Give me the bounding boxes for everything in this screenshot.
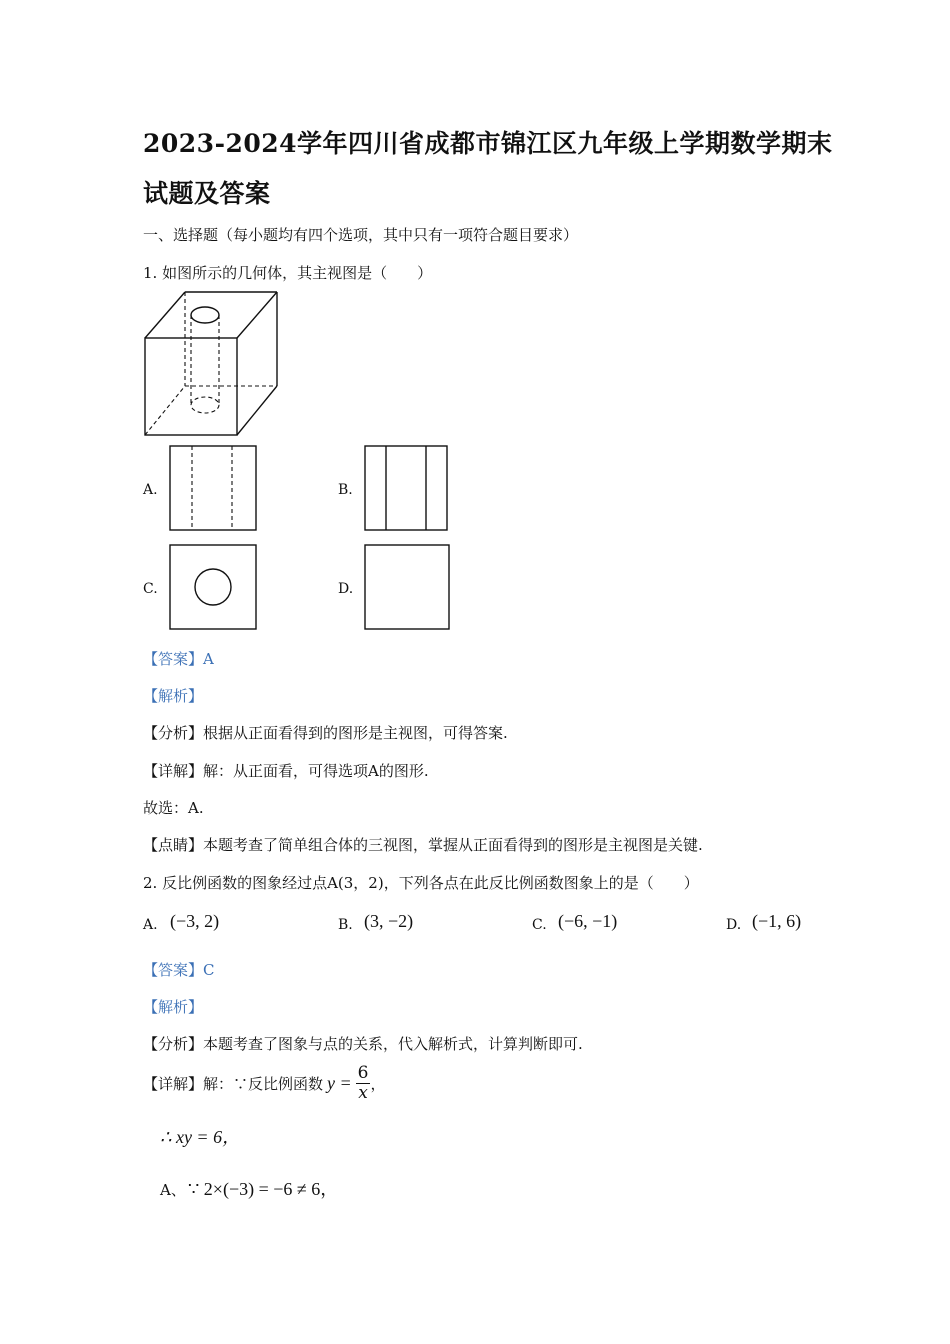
q1-option-b-figure[interactable]	[363, 444, 451, 534]
q2-detailed-solution	[143, 1064, 386, 1102]
fraction-numerator: 6	[357, 1063, 369, 1083]
q2-option-c-value[interactable]: (−6, −1)	[558, 911, 618, 931]
q1-option-d-label[interactable]: D.	[338, 581, 354, 597]
q2-step2-label: A、	[160, 1181, 186, 1199]
q2-function-lhs: y =	[327, 1072, 352, 1093]
q2-solution-prefix: 【详解】解：∵反比例函数	[143, 1074, 324, 1093]
solid-figure	[140, 288, 285, 440]
q2-option-b-value[interactable]: (3, −2)	[364, 911, 414, 931]
document-title-line2: 试题及答案	[143, 179, 271, 208]
q2-option-a-value[interactable]: (−3, 2)	[170, 911, 220, 931]
q1-analysis: 【分析】根据从正面看得到的图形是主视图，可得答案.	[143, 724, 508, 742]
q1-remark: 【点睛】本题考查了简单组合体的三视图，掌握从正面看得到的图形是主视图是关键.	[143, 836, 703, 854]
q1-option-b-label[interactable]: B.	[338, 482, 353, 498]
q1-analysis-heading: 【解析】	[143, 687, 204, 705]
fraction-denominator: x	[358, 1082, 368, 1103]
q2-stem: 2. 反比例函数的图象经过点A(3，2)，下列各点在此反比例函数图象上的是（ ）	[143, 874, 699, 892]
q1-option-a-figure[interactable]	[168, 444, 260, 534]
q1-option-c-figure[interactable]	[168, 543, 260, 633]
q1-option-a-label[interactable]: A.	[143, 482, 158, 498]
q1-option-c-label[interactable]: C.	[143, 581, 158, 597]
q1-option-d-figure[interactable]	[363, 543, 453, 633]
q1-detailed-solution: 【详解】解：从正面看，可得选项A的图形.	[143, 762, 429, 780]
q2-answer: 【答案】C	[143, 961, 215, 979]
q2-function-fraction	[356, 1064, 371, 1102]
q2-analysis: 【分析】本题考查了图象与点的关系，代入解析式，计算判断即可.	[143, 1035, 583, 1053]
q2-option-c-label[interactable]: C.	[532, 917, 547, 933]
q1-stem: 1. 如图所示的几何体，其主视图是（ ）	[143, 264, 433, 282]
q2-solution-suffix: ，	[370, 1074, 386, 1093]
section-heading: 一、选择题（每小题均有四个选项，其中只有一项符合题目要求）	[143, 226, 579, 244]
q2-step2	[160, 1175, 338, 1201]
q2-analysis-heading: 【解析】	[143, 998, 204, 1016]
q2-option-d-label[interactable]: D.	[726, 917, 742, 933]
document-title-line1: 2023-2024学年四川省成都市锦江区九年级上学期数学期末	[143, 129, 833, 158]
q2-option-b-label[interactable]: B.	[338, 917, 353, 933]
q2-option-d-value[interactable]: (−1, 6)	[752, 911, 802, 931]
q1-answer: 【答案】A	[143, 650, 214, 668]
q2-option-a-label[interactable]: A.	[143, 917, 158, 933]
q1-conclusion: 故选：A.	[143, 799, 204, 817]
q2-step1: ∴ xy = 6，	[160, 1127, 241, 1147]
q2-step2-expression: ∵ 2×(−3) = −6 ≠ 6，	[187, 1179, 339, 1199]
